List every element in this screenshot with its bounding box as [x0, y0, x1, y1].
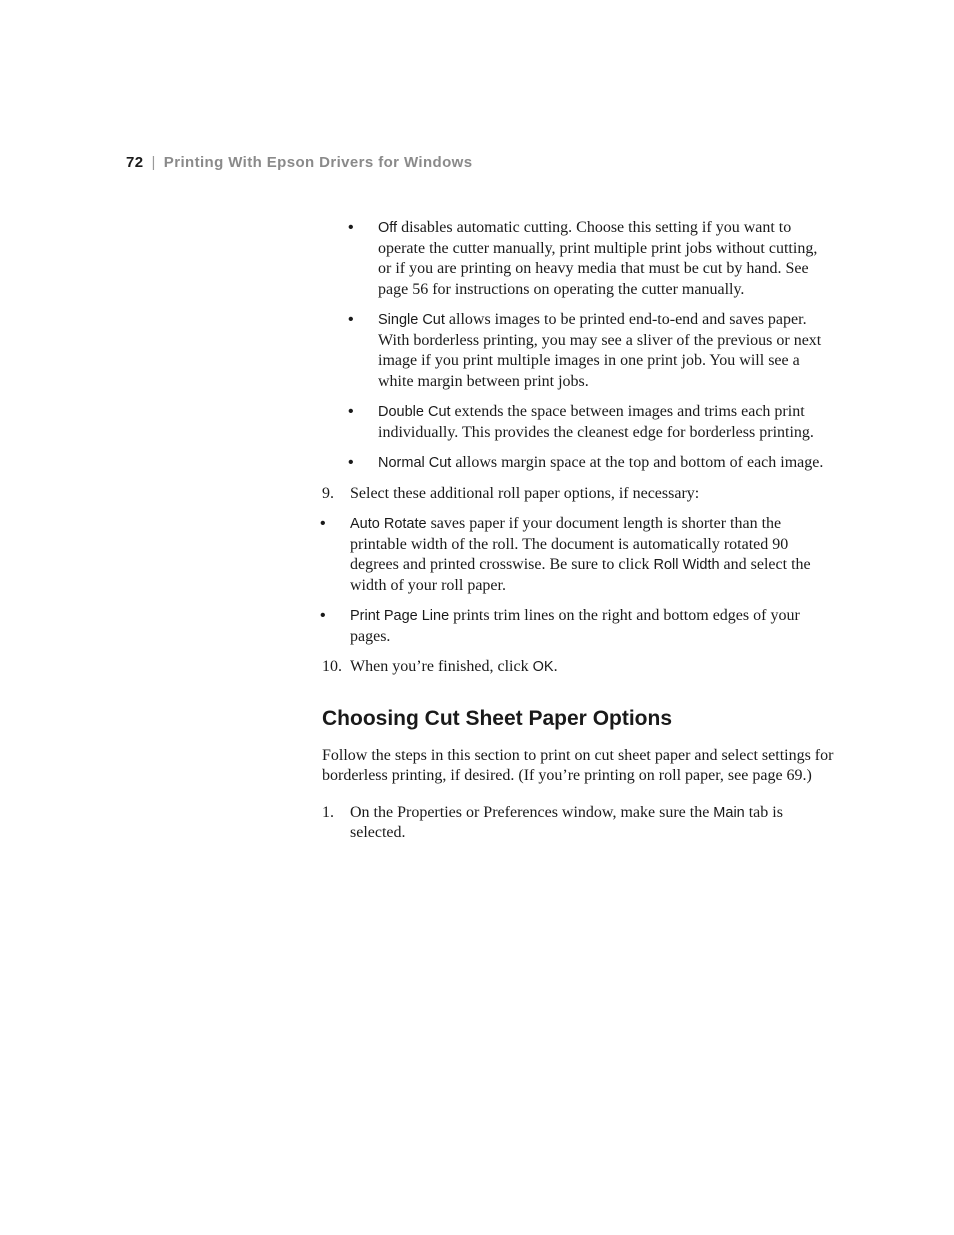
page-number: 72 — [126, 154, 144, 171]
option-description: disables automatic cutting. Choose this setting if you want to operate the cutter manually, print multiple print jobs without cutting, or if you are printing on heavy media that must be cut by hand. See page 56 for instructions on operating the cutter manually. — [378, 219, 818, 298]
step-1 — [322, 803, 834, 844]
step-text: On the Properties or Preferences window, make sure the — [350, 803, 714, 821]
step-number: 1. — [322, 803, 334, 821]
step-number: 9. — [322, 484, 334, 502]
option-term: Normal Cut — [378, 455, 452, 471]
step-text-end: . — [553, 658, 558, 675]
option-description: saves paper if your document length is shorter than the printable width of the roll. The document is automatically rotated 90 degrees and printed crosswise. Be sure to click — [350, 515, 789, 573]
step-text-end: tab is selected. — [350, 803, 783, 841]
list-item — [322, 310, 834, 392]
list-item — [294, 514, 834, 596]
step-10 — [322, 657, 834, 678]
list-item — [322, 218, 834, 300]
option-description: prints trim lines on the right and bottom edges of your pages. — [350, 607, 800, 645]
chapter-title: Printing With Epson Drivers for Windows — [163, 154, 473, 171]
option-term: Single Cut — [378, 312, 445, 328]
option-term: Main — [713, 804, 745, 821]
step-text: When you’re finished, click — [350, 658, 533, 675]
option-term: Roll Width — [653, 557, 720, 573]
list-item — [294, 606, 834, 647]
list-item — [322, 453, 834, 474]
roll-options-list — [294, 514, 834, 647]
cut-options-list — [322, 218, 834, 474]
step-9 — [322, 484, 834, 505]
option-term: Off — [378, 220, 398, 236]
step-number: 10. — [322, 658, 342, 675]
running-header — [126, 154, 472, 171]
option-term: OK — [532, 659, 554, 675]
option-term: Print Page Line — [350, 608, 450, 624]
step-text: Select these additional roll paper options, if necessary: — [350, 484, 700, 502]
option-description: extends the space between images and trims each print individually. This provides the cleanest edge for borderless printing. — [378, 403, 814, 441]
list-item — [322, 402, 834, 443]
option-description: allows margin space at the top and bottom of each image. — [451, 454, 824, 471]
option-description: and select the width of your roll paper. — [350, 556, 811, 594]
option-description: allows images to be printed end-to-end and saves paper. With borderless printing, you may see a sliver of the previous or next image if you print multiple images in one print job. You will see a white margin between print jobs. — [378, 311, 822, 390]
section-intro: Follow the steps in this section to print on cut sheet paper and select settings for borderless printing, if desired. (If you’re printing on roll paper, see page 69.) — [322, 746, 834, 784]
page-content — [322, 218, 834, 854]
section-heading: Choosing Cut Sheet Paper Options — [322, 706, 673, 730]
header-separator: | — [151, 154, 156, 171]
option-term: Auto Rotate — [350, 516, 427, 532]
option-term: Double Cut — [378, 404, 451, 420]
